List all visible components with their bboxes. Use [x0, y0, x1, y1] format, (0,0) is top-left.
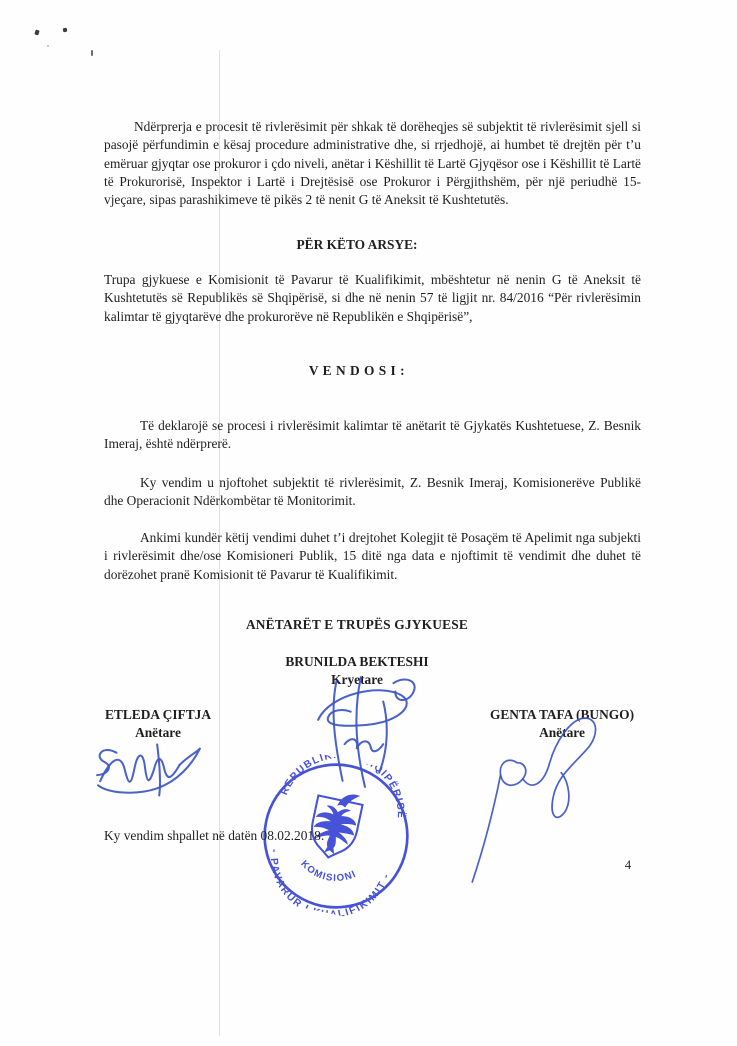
member-left-name: ETLEDA ÇIFTJA: [104, 707, 212, 722]
chair-role: Kryetare: [331, 672, 383, 687]
scan-speck: [34, 30, 39, 36]
scan-speck: [63, 28, 68, 33]
member-left-block: [96, 706, 220, 742]
heading-for-these-reasons: PËR KËTO ARSYE:: [296, 237, 418, 252]
albanian-eagle-icon: [337, 791, 360, 810]
stamp-text-bottom-inner: KOMISIONI: [298, 858, 359, 885]
member-right-name: GENTA TAFA (BUNGO): [489, 707, 635, 722]
chair-name: BRUNILDA BEKTESHI: [285, 654, 429, 669]
paragraph-declare: Të deklarojë se procesi i rivlerësimit kalimtar të anëtarit të Gjykatës Kushtetuese, Z. Besnik Imeraj, është ndërprerë.: [104, 418, 641, 452]
announcement-date: Ky vendim shpallet në datën 08.02.2018.: [104, 828, 325, 843]
heading-panel-members: ANËTARËT E TRUPËS GJYKUESE: [245, 617, 469, 632]
page-number: 4: [624, 858, 632, 872]
scan-speck: [47, 45, 49, 47]
chair-signature: [308, 675, 430, 789]
paragraph-notify: Ky vendim u njoftohet subjektit të rivlerësimit, Z. Besnik Imeraj, Komisionerëve Publikë dhe Operacionit Ndërkombëtar të Monitorimit.: [104, 475, 641, 509]
paragraph-interruption: Ndërprerja e procesit të rivlerësimit për shkak të dorëheqjes së subjektit të rivlerësimit sjell si pasojë përfundimin e kësaj procedure administrative dhe, si rrjedhojë, ai humbet të drejtën për t’u emëruar gjyqtar ose prokuror i çdo niveli, anëtar i Këshillit të Lartë Gjyqësor ose i Këshillit të Lartë të Prokurorisë, Inspektor i Lartë i Drejtësisë ose Prokuror i Përgjithshëm, për një periudhë 15-vjeçare, sipas parashikimeve të pikës 2 të nenit G të Aneksit të Kushtetutës.: [104, 119, 641, 208]
svg-text:KOMISIONI: [296, 857, 360, 889]
stamp-text-bottom-outer: - PAVARUR I KUALIFIKIMIT -: [267, 848, 393, 921]
paragraph-appeal: Ankimi kundër këtij vendimi duhet t’i drejtohet Kolegjit të Posaçëm të Apelimit nga subjekti i rivlerësimit dhe/ose Komisioneri Publik, 15 ditë nga data e njoftimit të vendimit dhe duhet të dorëzohet pranë Komisionit të Pavarur të Kualifikimit.: [104, 530, 641, 582]
stamp-text-top: REPUBLIKA E SHQIPËRISË: [278, 749, 406, 820]
paragraph-panel-basis: Trupa gjykuese e Komisionit të Pavarur të Kualifikimit, mbështetur në nenin G të Aneksit të Kushtetutës së Republikës së Shqipërisë, si dhe në nenin 57 të ligjit nr. 84/2016 “Për rivlerësimin kalimtar të gjyqtarëve dhe prokurorëve në Republikën e Shqipërisë”,: [104, 272, 641, 324]
heading-decided: V E N D O S I :: [308, 363, 406, 378]
svg-text:- PAVARUR I KUALIFIKIMIT -: [256, 847, 393, 927]
member-right-signature: [468, 710, 605, 884]
member-left-signature: [92, 740, 204, 800]
member-left-role: Anëtare: [135, 725, 181, 740]
member-right-role: Anëtare: [539, 725, 585, 740]
scan-speck: [91, 50, 93, 56]
